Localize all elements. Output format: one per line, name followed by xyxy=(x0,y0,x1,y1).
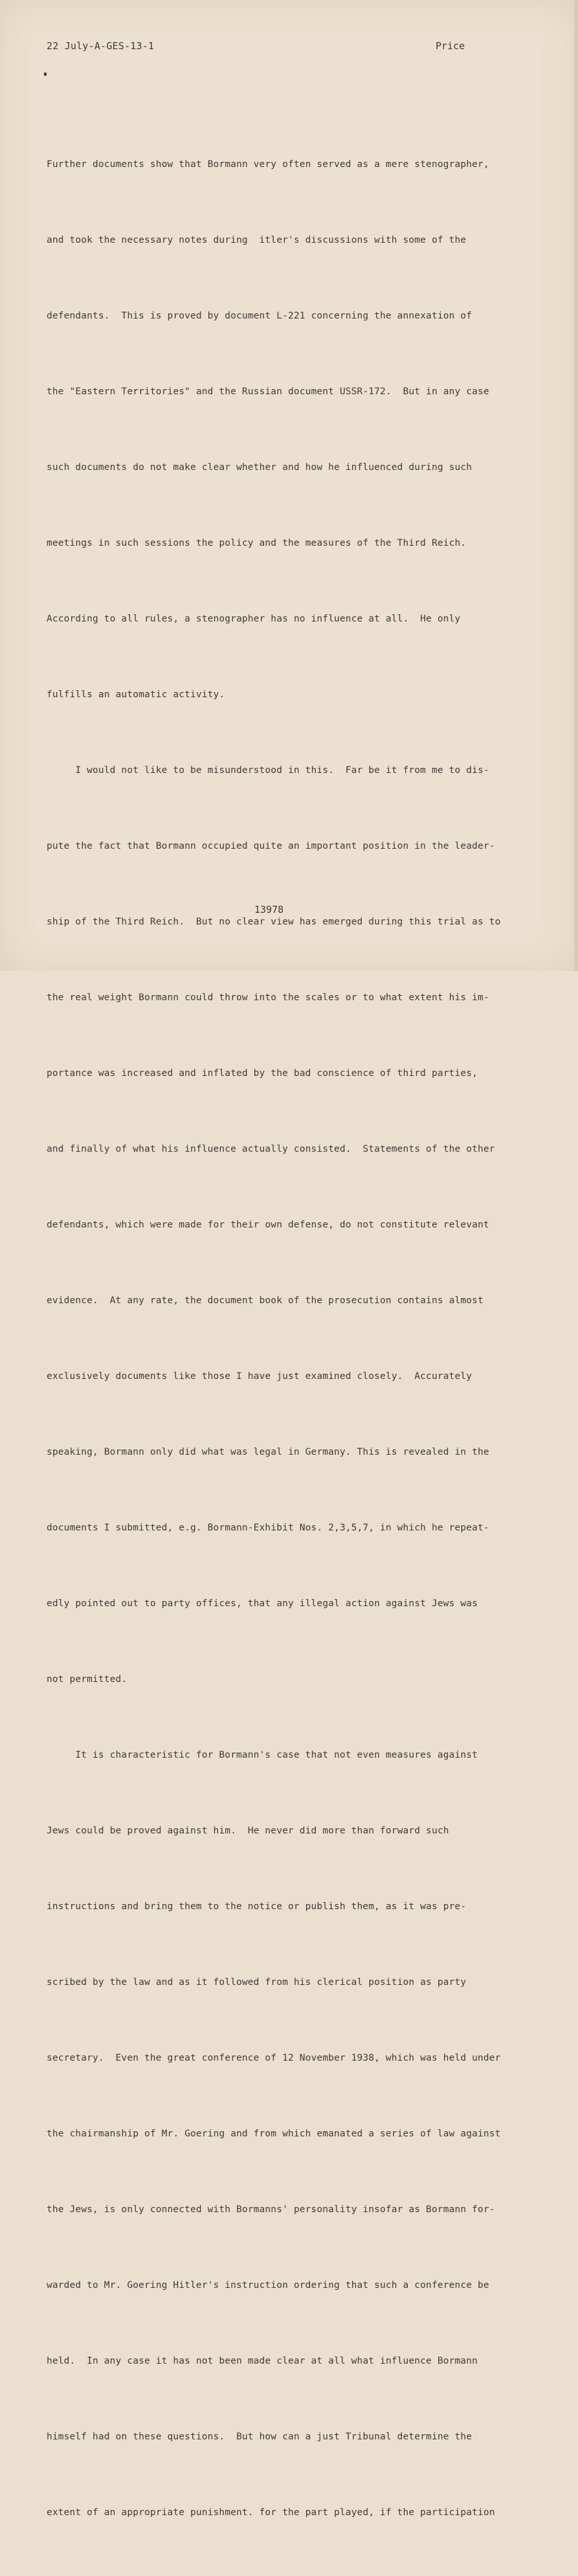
text-line: defendants. This is proved by document L-221 concerning the annexation of xyxy=(47,311,472,321)
text-line: not permitted. xyxy=(47,1674,128,1685)
ink-mark xyxy=(44,73,47,76)
speaker-name: Price xyxy=(436,40,465,52)
text-line: pute the fact that Bormann occupied quite an important position in the leader- xyxy=(47,841,495,851)
text-line: himself had on these questions. But how can a just Tribunal determine the xyxy=(47,2432,472,2442)
text-line: meetings in such sessions the policy and the measures of the Third Reich. xyxy=(47,538,467,548)
text-line: Jews could be proved against him. He never did more than forward such xyxy=(47,1826,449,1836)
page-edge xyxy=(574,0,578,971)
text-line: scribed by the law and as it followed from his clerical position as party xyxy=(47,1977,467,1988)
text-line: defendants, which were made for their own defense, do not constitute relevant xyxy=(47,1220,489,1230)
text-line: extent of an appropriate punishment. for the part played, if the participation xyxy=(47,2507,495,2518)
text-line: According to all rules, a stenographer has no influence at all. He only xyxy=(47,614,461,624)
text-line: fulfills an automatic activity. xyxy=(47,689,225,700)
text-line: exclusively documents like those I have just examined closely. Accurately xyxy=(47,1371,472,1382)
text-line: It is characteristic for Bormann's case that not even measures against xyxy=(47,1750,478,1760)
text-line: ship of the Third Reich. But no clear view has emerged during this trial as to xyxy=(47,917,501,927)
text-line: secretary. Even the great conference of 12 November 1938, which was held under xyxy=(47,2053,501,2063)
text-line: Further documents show that Bormann very often served as a mere stenographer, xyxy=(47,159,489,170)
text-line: the real weight Bormann could throw into the scales or to what extent his im- xyxy=(47,992,489,1003)
text-line: held. In any case it has not been made clear at all what influence Bormann xyxy=(47,2356,478,2366)
text-line: portance was increased and inflated by the bad conscience of third parties, xyxy=(47,1068,478,1079)
text-line: warded to Mr. Goering Hitler's instruction ordering that such a conference be xyxy=(47,2280,489,2290)
transcript-body xyxy=(47,102,545,2576)
text-line: speaking, Bormann only did what was legal in Germany. This is revealed in the xyxy=(47,1447,489,1457)
text-line: instructions and bring them to the notice or publish them, as it was pre- xyxy=(47,1901,467,1912)
text-line: and took the necessary notes during itler's discussions with some of the xyxy=(47,235,467,245)
text-line: documents I submitted, e.g. Bormann-Exhibit Nos. 2,3,5,7, in which he repeat- xyxy=(47,1523,489,1533)
text-line: such documents do not make clear whether and how he influenced during such xyxy=(47,462,472,473)
text-line: the chairmanship of Mr. Goering and from which emanated a series of law against xyxy=(47,2129,501,2139)
text-line: the "Eastern Territories" and the Russian document USSR-172. But in any case xyxy=(47,386,489,397)
text-line: edly pointed out to party offices, that any illegal action against Jews was xyxy=(47,1598,478,1609)
page-number: 13978 xyxy=(254,904,284,915)
document-reference: 22 July-A-GES-13-1 xyxy=(47,40,155,52)
text-line: evidence. At any rate, the document book of the prosecution contains almost xyxy=(47,1295,484,1306)
text-line: the Jews, is only connected with Bormanns' personality insofar as Bormann for- xyxy=(47,2204,495,2215)
text-line: and finally of what his influence actually consisted. Statements of the other xyxy=(47,1144,495,1154)
text-line: I would not like to be misunderstood in this. Far be it from me to dis- xyxy=(47,765,489,776)
